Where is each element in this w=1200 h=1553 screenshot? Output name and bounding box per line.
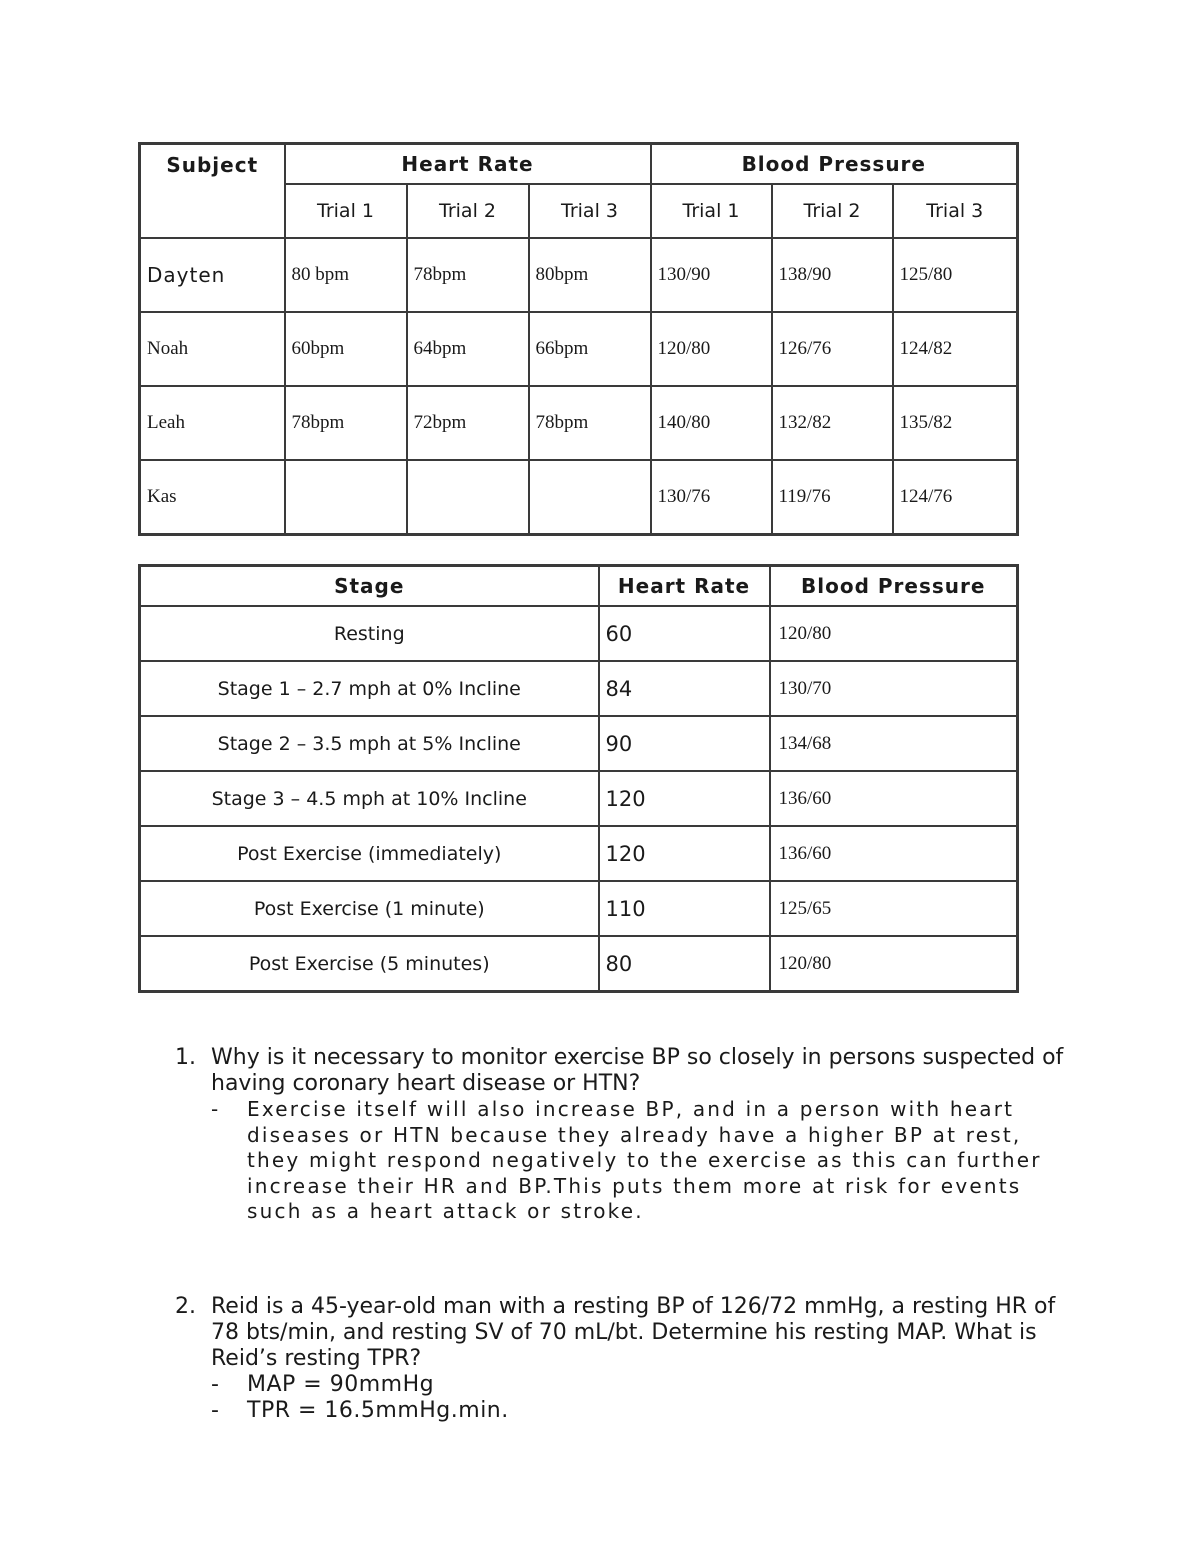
subject-name: Leah <box>140 386 285 460</box>
table-row <box>140 386 1018 460</box>
heart-rate-cell: 110 <box>599 881 770 936</box>
table-cell: 138/90 <box>772 238 893 312</box>
subject-header: Subject <box>140 144 285 239</box>
stage-cell: Post Exercise (immediately) <box>140 826 599 881</box>
dash-bullet: - <box>211 1097 221 1121</box>
table-cell <box>529 460 651 535</box>
subject-name: Noah <box>140 312 285 386</box>
answer-text: MAP = 90mmHg <box>247 1371 435 1397</box>
table-row <box>140 881 1018 936</box>
table-row <box>140 606 1018 661</box>
table-cell <box>285 460 407 535</box>
question-1 <box>175 1045 1075 1097</box>
blood-pressure-cell: 136/60 <box>770 771 1018 826</box>
table-cell: 130/90 <box>651 238 772 312</box>
answer-text: TPR = 16.5mmHg.min. <box>247 1397 509 1423</box>
table-cell: 78bpm <box>529 386 651 460</box>
table-row <box>140 460 1018 535</box>
table-cell: 135/82 <box>893 386 1018 460</box>
blood-pressure-cell: 130/70 <box>770 661 1018 716</box>
stage-cell: Post Exercise (5 minutes) <box>140 936 599 992</box>
question-2 <box>175 1294 1075 1372</box>
dash-bullet: - <box>211 1397 220 1423</box>
table-cell: 78bpm <box>407 238 529 312</box>
bp-trial-3-header: Trial 3 <box>893 184 1018 238</box>
stage-cell: Stage 3 – 4.5 mph at 10% Incline <box>140 771 599 826</box>
table-row <box>140 936 1018 992</box>
heart-rate-cell: 120 <box>599 771 770 826</box>
subject-vitals-table <box>138 142 1019 536</box>
table-cell: 64bpm <box>407 312 529 386</box>
heart-rate-header: Heart Rate <box>599 566 770 607</box>
table-cell: 119/76 <box>772 460 893 535</box>
bp-trial-1-header: Trial 1 <box>651 184 772 238</box>
heart-rate-cell: 60 <box>599 606 770 661</box>
table-cell: 66bpm <box>529 312 651 386</box>
table-row <box>140 771 1018 826</box>
table-cell: 126/76 <box>772 312 893 386</box>
table-cell: 78bpm <box>285 386 407 460</box>
table-cell: 125/80 <box>893 238 1018 312</box>
hr-trial-1-header: Trial 1 <box>285 184 407 238</box>
blood-pressure-header: Blood Pressure <box>770 566 1018 607</box>
question-number: 1. <box>175 1045 196 1070</box>
table-row <box>140 661 1018 716</box>
hr-trial-2-header: Trial 2 <box>407 184 529 238</box>
heart-rate-cell: 120 <box>599 826 770 881</box>
table-cell: 60bpm <box>285 312 407 386</box>
table-cell: 124/76 <box>893 460 1018 535</box>
stage-cell: Resting <box>140 606 599 661</box>
subject-name: Kas <box>140 460 285 535</box>
hr-trial-3-header: Trial 3 <box>529 184 651 238</box>
stage-header: Stage <box>140 566 599 607</box>
heart-rate-cell: 90 <box>599 716 770 771</box>
table-row <box>140 238 1018 312</box>
blood-pressure-cell: 120/80 <box>770 606 1018 661</box>
table-row <box>140 716 1018 771</box>
blood-pressure-cell: 125/65 <box>770 881 1018 936</box>
table-cell: 130/76 <box>651 460 772 535</box>
blood-pressure-cell: 134/68 <box>770 716 1018 771</box>
answer-item <box>175 1398 1075 1424</box>
subject-name: Dayten <box>140 238 285 312</box>
answer-item <box>175 1097 1075 1225</box>
answer-text: Exercise itself will also increase BP, and in a person with heart diseases or HTN because they already have a higher BP at rest, they might respond negatively to the exercise as this can further increase their HR and BP.This puts them more at risk for events such as a heart attack or stroke. <box>247 1097 1042 1223</box>
table-cell: 124/82 <box>893 312 1018 386</box>
stage-cell: Stage 1 – 2.7 mph at 0% Incline <box>140 661 599 716</box>
heart-rate-header: Heart Rate <box>285 144 651 185</box>
question-text: Why is it necessary to monitor exercise BP so closely in persons suspected of having coronary heart disease or HTN? <box>211 1045 1064 1096</box>
table-cell: 72bpm <box>407 386 529 460</box>
question-list <box>175 1045 1075 1424</box>
dash-bullet: - <box>211 1371 220 1397</box>
question-number: 2. <box>175 1293 196 1319</box>
answer-item <box>175 1372 1075 1398</box>
table-cell: 80bpm <box>529 238 651 312</box>
table-cell: 120/80 <box>651 312 772 386</box>
stage-cell: Stage 2 – 3.5 mph at 5% Incline <box>140 716 599 771</box>
heart-rate-cell: 80 <box>599 936 770 992</box>
table-cell <box>407 460 529 535</box>
heart-rate-cell: 84 <box>599 661 770 716</box>
table-cell: 132/82 <box>772 386 893 460</box>
blood-pressure-cell: 136/60 <box>770 826 1018 881</box>
question-text: Reid is a 45-year-old man with a resting BP of 126/72 mmHg, a resting HR of 78 bts/min, and resting SV of 70 mL/bt. Determine his resting MAP. What is Reid’s resting TPR? <box>211 1293 1056 1371</box>
stage-cell: Post Exercise (1 minute) <box>140 881 599 936</box>
blood-pressure-cell: 120/80 <box>770 936 1018 992</box>
exercise-stage-table <box>138 564 1019 993</box>
blood-pressure-header: Blood Pressure <box>651 144 1018 185</box>
table-cell: 80 bpm <box>285 238 407 312</box>
table-cell: 140/80 <box>651 386 772 460</box>
bp-trial-2-header: Trial 2 <box>772 184 893 238</box>
table-row <box>140 312 1018 386</box>
table-row <box>140 826 1018 881</box>
